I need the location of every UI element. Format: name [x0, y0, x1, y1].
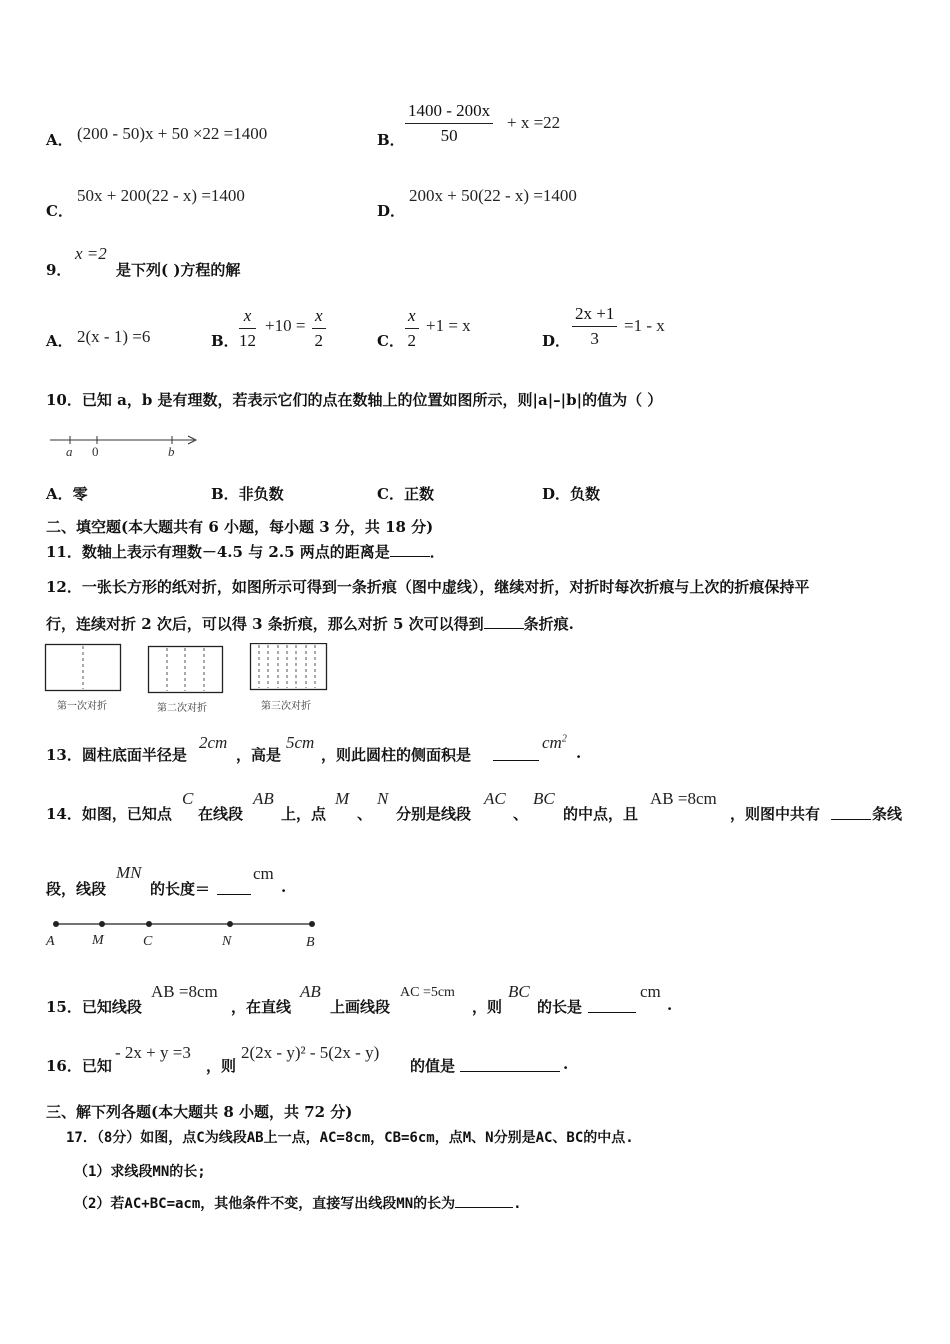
q14-point-m: M	[335, 789, 350, 808]
q12-line-1: 12．一张长方形的纸对折，如图所示可得到一条折痕（图中虚线），继续对折，对折时每次折痕与上次的折痕保持平	[46, 578, 810, 596]
q11-end: ．	[429, 543, 445, 561]
q15-part-1: 15．已知线段	[46, 998, 142, 1016]
point-c-label: C	[143, 934, 153, 949]
q8-option-b-denominator: 50	[405, 123, 493, 146]
q9-lead-expr: x =2	[75, 244, 107, 263]
point-n-dot	[227, 921, 233, 927]
q17-sub-2-end: .	[513, 1196, 522, 1212]
q9-option-b-frac2-den: 2	[312, 328, 326, 351]
q9-number: 9．	[46, 261, 72, 279]
q13-unit-exponent: 2	[561, 733, 567, 745]
q17-answer-blank	[455, 1193, 513, 1208]
q15-line-ab: AB	[300, 982, 321, 1001]
q14-segment-bc: BC	[533, 789, 555, 808]
q13-part-2: ，高是	[236, 746, 282, 764]
label-a: a	[66, 444, 73, 459]
q9-option-a-label: A．	[46, 332, 73, 350]
q17-sub-2-text: （2）若AC+BC=acm，其他条件不变，直接写出线段MN的长为	[74, 1196, 456, 1212]
q16-end: .	[563, 1055, 569, 1073]
q9-option-d-frac-den: 3	[572, 326, 617, 349]
q15-condition-1: AB =8cm	[151, 982, 218, 1001]
q9-option-d-frac	[572, 304, 617, 349]
point-m-label: M	[92, 933, 104, 948]
q12-line-2-text: 行，连续对折 2 次后，可以得 3 条折痕，那么对折 5 次可以得到	[46, 615, 484, 633]
q9-option-d-label: D．	[542, 332, 571, 350]
q14-part-9: 条线	[872, 805, 903, 823]
q14-part-8: ，则图中共有	[730, 805, 821, 823]
q9-option-d-rest: =1 - x	[624, 316, 665, 335]
q11-question: 11．数轴上表示有理数－4.5 与 2.5 两点的距离是	[46, 543, 390, 561]
q14-part-6: 、	[513, 805, 529, 823]
q8-option-d-label: D．	[377, 202, 406, 220]
q15-answer-blank	[588, 998, 636, 1013]
q17-line-1: 17．（8分）如图，点C为线段AB上一点，AC=8cm，CB=6cm，点M、N分别是AC、BC的中点.	[66, 1130, 634, 1146]
q9-option-c-label: C．	[377, 332, 404, 350]
q9-option-b-frac1-num: x	[243, 306, 252, 325]
q10-option-a: A．零	[46, 485, 88, 503]
q9-option-b-mid: +10 =	[265, 316, 306, 335]
q9-option-d-frac-num: 2x +1	[575, 304, 615, 323]
q9-option-c-frac-num: x	[408, 306, 416, 325]
q15-end: .	[667, 996, 673, 1014]
section-2-heading: 二、填空题(本大题共有 6 小题，每小题 3 分，共 18 分)	[46, 518, 434, 536]
q14-part-2: 在线段	[198, 805, 244, 823]
q10-number-line	[46, 428, 206, 462]
q14-part-1: 14．如图，已知点	[46, 805, 172, 823]
point-c-dot	[146, 921, 152, 927]
q14-segment-mn: MN	[116, 863, 142, 882]
q12-line-2-end: 条折痕.	[523, 615, 574, 633]
q9-option-c-frac	[405, 306, 419, 351]
q12-fold-figures	[44, 643, 334, 697]
q14-end: .	[281, 878, 287, 896]
q13-radius: 2cm	[199, 733, 228, 752]
q9-option-b-frac2	[312, 306, 326, 351]
q14-condition: AB =8cm	[650, 789, 717, 808]
q14-segment-figure	[44, 914, 324, 952]
section-3-heading: 三、解下列各题(本大题共 8 小题，共 72 分)	[46, 1103, 353, 1121]
q9-option-b-frac1	[239, 306, 256, 351]
q15-condition-2: AC =5cm	[400, 985, 455, 1000]
point-a-label: A	[46, 934, 55, 949]
q15-part-5: 的长是	[537, 998, 583, 1016]
q8-option-b-fraction	[405, 101, 493, 146]
q10-option-b: B．非负数	[211, 485, 284, 503]
q9-option-b-frac1-den: 12	[239, 328, 256, 351]
q13-part-1: 13．圆柱底面半径是	[46, 746, 187, 764]
q13-answer-blank	[493, 746, 539, 761]
q13-unit-text: cm	[542, 733, 562, 752]
q10-text: 10．已知 a，b 是有理数，若表示它们的点在数轴上的位置如图所示，则|a|–|b|的值为（ ）	[46, 391, 663, 409]
q14-segment-ac: AC	[484, 789, 506, 808]
q9-option-b-label: B．	[211, 332, 239, 350]
q15-part-3: 上画线段	[330, 998, 391, 1016]
q12-caption-2: 第二次对折	[157, 703, 207, 714]
q9-option-c-rest: +1 = x	[426, 316, 471, 335]
q11-text	[46, 541, 445, 562]
q10-option-d: D．负数	[542, 485, 601, 503]
q16-expression: 2(2x - y)² - 5(2x - y)	[241, 1043, 380, 1062]
label-0: 0	[92, 444, 99, 459]
q14-part-5: 分别是线段	[396, 805, 472, 823]
q13-end: .	[576, 744, 582, 762]
q8-option-a-label: A．	[46, 131, 73, 149]
q8-option-c-expr: 50x + 200(22 - x) =1400	[77, 186, 245, 205]
q14-length-blank	[217, 880, 251, 895]
q12-caption-1: 第一次对折	[57, 701, 107, 712]
q15-segment-bc: BC	[508, 982, 530, 1001]
q8-option-b-numerator: 1400 - 200x	[408, 101, 491, 120]
q16-answer-blank	[460, 1057, 560, 1072]
q17-sub-2	[74, 1193, 522, 1213]
q8-option-b-rest: + x =22	[507, 113, 561, 132]
q9-option-b-frac2-num: x	[315, 306, 323, 325]
q14-part-4: 、	[357, 805, 373, 823]
q10-option-c: C．正数	[377, 485, 434, 503]
q14-point-n: N	[377, 789, 389, 808]
q16-condition: - 2x + y =3	[115, 1043, 191, 1062]
q14-part-3: 上，点	[281, 805, 327, 823]
q9-text: 是下列( )方程的解	[116, 261, 241, 279]
q16-part-1: 16．已知	[46, 1057, 112, 1075]
q13-part-3: ，则此圆柱的侧面积是	[321, 746, 472, 764]
point-b-dot	[309, 921, 315, 927]
point-a-dot	[53, 921, 59, 927]
q9-option-c-frac-den: 2	[405, 328, 419, 351]
q14-line-2b: 的长度＝	[150, 880, 211, 898]
q14-count-blank	[831, 805, 871, 820]
q15-part-4: ，则	[472, 998, 503, 1016]
q11-answer-blank	[390, 542, 430, 557]
point-b-label: B	[306, 935, 315, 950]
q13-height: 5cm	[286, 733, 315, 752]
label-b: b	[168, 444, 175, 459]
q9-option-a-expr: 2(x - 1) =6	[77, 327, 151, 346]
q16-part-3: 的值是	[410, 1057, 456, 1075]
q12-line-2	[46, 613, 574, 634]
q14-part-7: 的中点，且	[563, 805, 639, 823]
point-m-dot	[99, 921, 105, 927]
q8-option-c-label: C．	[46, 202, 73, 220]
q8-option-a-expr: (200 - 50)x + 50 ×22 =1400	[77, 124, 268, 143]
q12-caption-3: 第三次对折	[261, 701, 311, 712]
q12-answer-blank	[484, 614, 524, 629]
q15-part-2: ，在直线	[231, 998, 292, 1016]
q8-option-b-label: B．	[377, 131, 405, 149]
q14-segment-ab: AB	[253, 789, 274, 808]
q8-option-d-expr: 200x + 50(22 - x) =1400	[409, 186, 577, 205]
q16-part-2: ，则	[206, 1057, 237, 1075]
q13-unit	[542, 733, 567, 753]
q15-unit: cm	[640, 982, 661, 1001]
q17-sub-1: （1）求线段MN的长;	[74, 1164, 206, 1180]
q14-line-2a: 段，线段	[46, 880, 107, 898]
point-n-label: N	[222, 934, 232, 949]
q14-unit: cm	[253, 864, 274, 883]
q14-point-c: C	[182, 789, 194, 808]
